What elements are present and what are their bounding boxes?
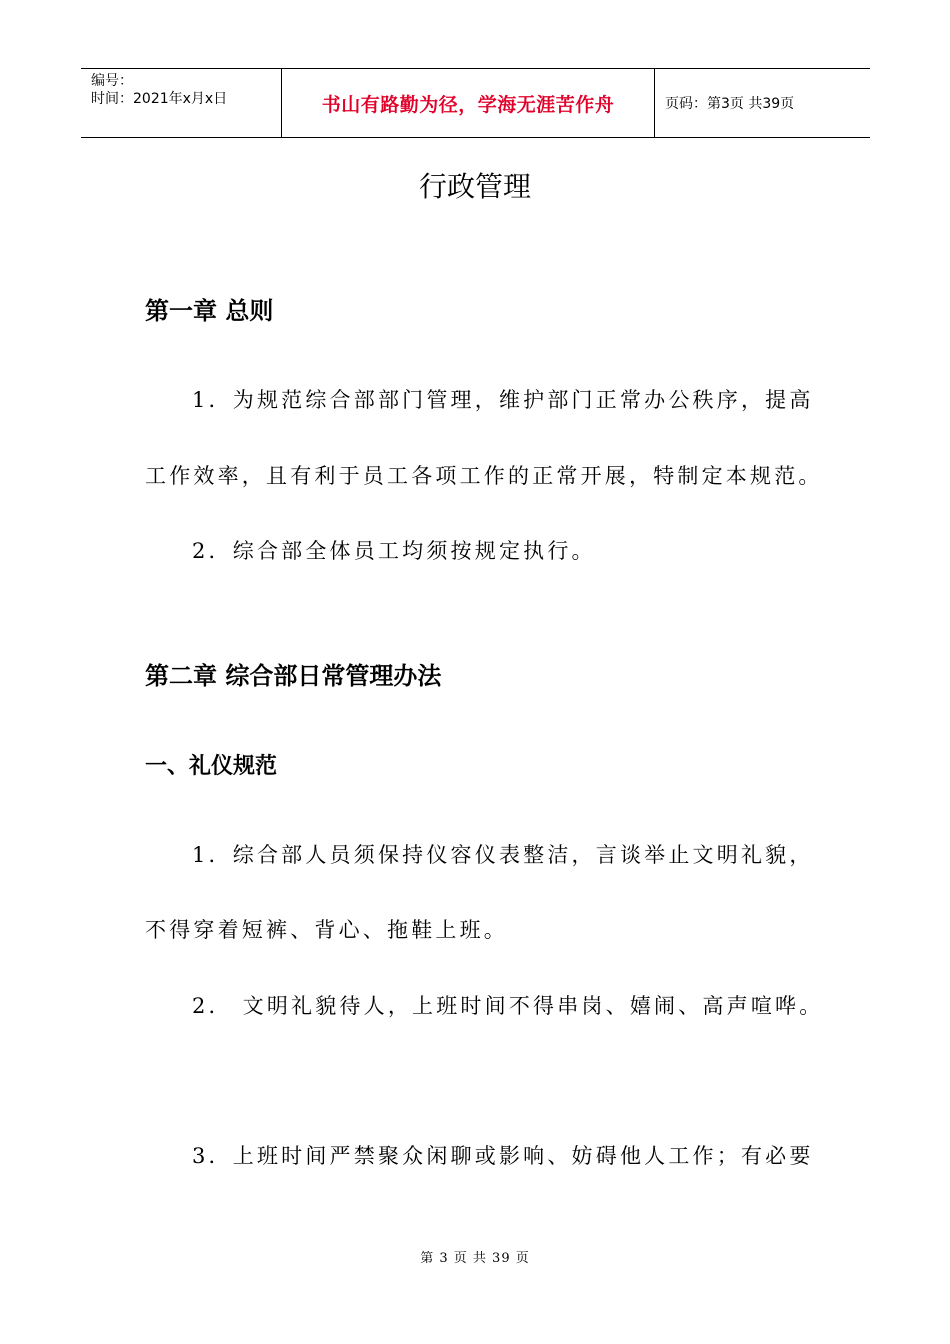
chapter-2-heading: 第二章 综合部日常管理办法 (145, 662, 442, 690)
chapter-1-paragraph-1-line-2: 工作效率，且有利于员工各项工作的正常开展，特制定本规范。 (145, 464, 823, 488)
etiquette-paragraph-1-line-2: 不得穿着短裤、背心、拖鞋上班。 (145, 918, 508, 942)
chapter-1-paragraph-2: 2．综合部全体员工均须按规定执行。 (192, 539, 596, 563)
etiquette-paragraph-3-line-1: 3．上班时间严禁聚众闲聊或影响、妨碍他人工作；有必要 (192, 1144, 814, 1168)
header-page-info: 页码：第3页 共39页 (665, 96, 795, 112)
document-header (81, 68, 870, 138)
document-date-label: 时间：2021年x月x日 (91, 91, 228, 107)
page-title: 行政管理 (418, 170, 531, 203)
header-meta-cell (81, 69, 282, 137)
header-page-cell (655, 69, 870, 137)
etiquette-paragraph-1-line-1: 1．综合部人员须保持仪容仪表整洁，言谈举止文明礼貌， (192, 843, 814, 867)
etiquette-paragraph-2: 2． 文明礼貌待人，上班时间不得串岗、嬉闹、高声喧哗。 (192, 994, 824, 1018)
page-footer: 第 3 页 共 39 页 (420, 1251, 530, 1266)
section-etiquette-heading: 一、礼仪规范 (145, 754, 278, 779)
chapter-1-paragraph-1-line-1: 1．为规范综合部部门管理，维护部门正常办公秩序，提高 (192, 388, 814, 412)
document-number-label: 编号： (91, 73, 133, 89)
header-motto: 书山有路勤为径，学海无涯苦作舟 (321, 93, 615, 116)
header-motto-cell (282, 69, 655, 137)
chapter-1-heading: 第一章 总则 (145, 297, 274, 325)
